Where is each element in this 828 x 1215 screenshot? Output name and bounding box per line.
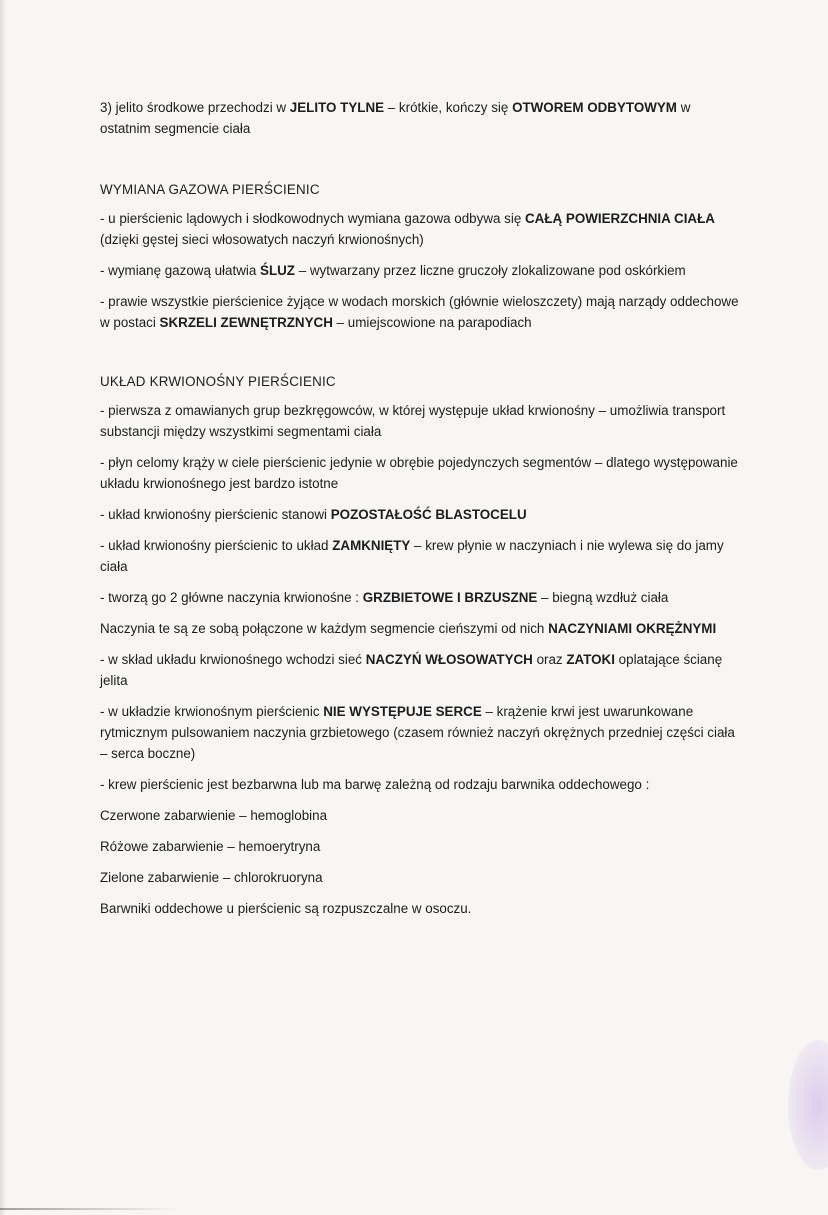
paragraph bbox=[100, 452, 740, 494]
bold-term: ŚLUZ bbox=[260, 263, 295, 278]
paragraph bbox=[100, 898, 740, 919]
document-body bbox=[100, 97, 740, 929]
paragraph bbox=[100, 701, 740, 764]
scan-edge-shadow bbox=[0, 0, 6, 1215]
paragraph bbox=[100, 618, 740, 639]
text-run: - u pierścienic lądowych i słodkowodnych wymiana gazowa odbywa się bbox=[100, 211, 525, 226]
paragraph bbox=[100, 587, 740, 608]
paragraph bbox=[100, 400, 740, 442]
scan-bottom-mark bbox=[0, 1208, 180, 1210]
text-run: - krew pierścienic jest bezbarwna lub ma barwę zależną od rodzaju barwnika oddechowego : bbox=[100, 777, 650, 792]
paragraph bbox=[100, 836, 740, 857]
bold-term: ZAMKNIĘTY bbox=[332, 538, 411, 553]
paragraph bbox=[100, 535, 740, 577]
paragraph bbox=[100, 97, 740, 139]
bold-term: POZOSTAŁOŚĆ BLASTOCELU bbox=[330, 507, 527, 522]
paragraph bbox=[100, 649, 740, 691]
bold-term: CAŁĄ POWIERZCHNIA CIAŁA bbox=[525, 211, 715, 226]
text-run: Różowe zabarwienie – hemoerytryna bbox=[100, 839, 321, 854]
paragraph bbox=[100, 260, 740, 281]
section-heading: UKŁAD KRWIONOŚNY PIERŚCIENIC bbox=[100, 374, 336, 389]
bold-term: OTWOREM ODBYTOWYM bbox=[512, 100, 677, 115]
text-run: - układ krwionośny pierścienic stanowi bbox=[100, 507, 331, 522]
text-run: - wymianę gazową ułatwia bbox=[100, 263, 261, 278]
text-run: oraz bbox=[532, 652, 567, 667]
paragraph bbox=[100, 208, 740, 250]
bold-term: GRZBIETOWE I BRZUSZNE bbox=[362, 590, 538, 605]
scan-stain bbox=[788, 1040, 828, 1170]
text-run: Czerwone zabarwienie – hemoglobina bbox=[100, 808, 328, 823]
text-run: Naczynia te są ze sobą połączone w każdym segmencie cieńszymi od nich bbox=[100, 621, 549, 636]
bold-term: SKRZELI ZEWNĘTRZNYCH bbox=[159, 315, 333, 330]
text-run: Barwniki oddechowe u pierścienic są rozpuszczalne w osoczu. bbox=[100, 901, 472, 916]
text-run: – wytwarzany przez liczne gruczoły zlokalizowane pod oskórkiem bbox=[294, 263, 686, 278]
text-run: w ostatnim segmencie ciała bbox=[100, 100, 691, 136]
text-run: 3) jelito środkowe przechodzi w bbox=[100, 100, 290, 115]
text-run: - tworzą go 2 główne naczynia krwionośne : bbox=[100, 590, 363, 605]
text-run: (dzięki gęstej sieci włosowatych naczyń krwionośnych) bbox=[100, 232, 424, 247]
text-run: - w skład układu krwionośnego wchodzi sieć bbox=[100, 652, 366, 667]
paragraph bbox=[100, 867, 740, 888]
paragraph bbox=[100, 291, 740, 333]
text-run: – krew płynie w naczyniach i nie wylewa się do jamy ciała bbox=[100, 538, 724, 574]
text-run: oplatające ścianę jelita bbox=[100, 652, 723, 688]
text-run: – krążenie krwi jest uwarunkowane rytmicznym pulsowaniem naczynia grzbietowego (czasem również naczyń okrężnych przedniej części ciała – serca boczne) bbox=[100, 704, 735, 761]
text-run: - płyn celomy krąży w ciele pierścienic jedynie w obrębie pojedynczych segmentów – dlatego występowanie układu krwionośnego jest bardzo istotne bbox=[100, 455, 738, 491]
text-run: – umiejscowione na parapodiach bbox=[332, 315, 532, 330]
text-run: Zielone zabarwienie – chlorokruoryna bbox=[100, 870, 323, 885]
text-run: – biegną wzdłuż ciała bbox=[537, 590, 669, 605]
text-run: – krótkie, kończy się bbox=[384, 100, 513, 115]
paragraph bbox=[100, 504, 740, 525]
bold-term: NACZYNIAMI OKRĘŻNYMI bbox=[548, 621, 717, 636]
bold-term: NACZYŃ WŁOSOWATYCH bbox=[365, 652, 533, 667]
text-run: - prawie wszystkie pierścienice żyjące w wodach morskich (głównie wieloszczety) mają narządy oddechowe w postaci bbox=[100, 294, 739, 330]
text-run: - układ krwionośny pierścienic to układ bbox=[100, 538, 333, 553]
bold-term: JELITO TYLNE bbox=[289, 100, 385, 115]
paragraph bbox=[100, 774, 740, 795]
text-run: - w układzie krwionośnym pierścienic bbox=[100, 704, 324, 719]
paragraph bbox=[100, 805, 740, 826]
bold-term: ZATOKI bbox=[566, 652, 615, 667]
text-run: - pierwsza z omawianych grup bezkręgowców, w której występuje układ krwionośny – umożliwia transport substancji między wszystkimi segmentami ciała bbox=[100, 403, 726, 439]
bold-term: NIE WYSTĘPUJE SERCE bbox=[323, 704, 482, 719]
section-heading: WYMIANA GAZOWA PIERŚCIENIC bbox=[100, 182, 320, 197]
